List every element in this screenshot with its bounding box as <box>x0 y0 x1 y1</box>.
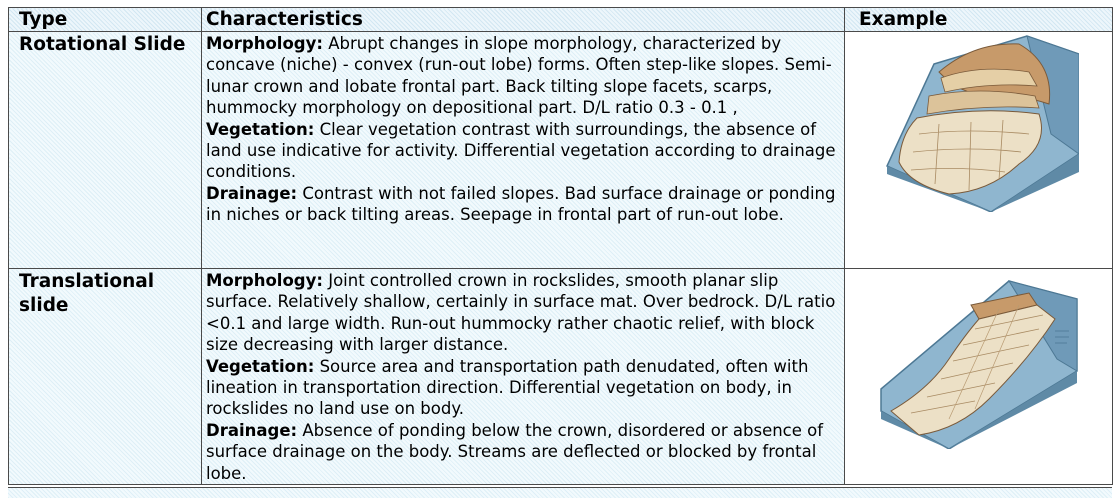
table-row <box>9 269 1113 485</box>
morphology-description: Abrupt changes in slope morphology, characterized by concave (niche) - convex (run-out lobe) forms. Often step-like slopes. Semi-lunar crown and lobate frontal part. Back tilting slope facets, scarps, hummocky morphology on depositional part. D/L ratio 0.3 - 0.1 , <box>206 34 832 118</box>
header-characteristics: Characteristics <box>202 8 845 32</box>
vegetation-label: Vegetation: <box>206 119 315 139</box>
vegetation-text <box>206 119 840 183</box>
next-row-partial <box>8 487 1112 498</box>
vegetation-label: Vegetation: <box>206 356 315 376</box>
header-example: Example <box>845 8 1113 32</box>
drainage-text <box>206 183 840 226</box>
drainage-description: Absence of ponding below the crown, disordered or absence of surface drainage on the body. Streams are deflected or blocked by frontal lobe. <box>206 420 824 483</box>
rotational-slide-diagram-icon <box>879 34 1079 212</box>
table-row <box>9 32 1113 269</box>
header-type: Type <box>9 8 202 32</box>
morphology-label: Morphology: <box>206 34 323 53</box>
table-header-row <box>9 8 1113 32</box>
type-cell: Rotational Slide <box>9 32 202 269</box>
translational-slide-diagram-icon <box>879 279 1079 449</box>
type-cell: Translational slide <box>9 269 202 485</box>
morphology-text <box>206 270 840 356</box>
drainage-label: Drainage: <box>206 420 298 440</box>
drainage-text <box>206 420 840 484</box>
morphology-description: Joint controlled crown in rockslides, smooth planar slip surface. Relatively shallow, certainly in surface mat. Over bedrock. D/L ratio <0.1 and large width. Run-out hummocky rather chaotic relief, with block size decreasing with larger distance. <box>206 271 836 355</box>
vegetation-text <box>206 356 840 420</box>
drainage-label: Drainage: <box>206 183 298 203</box>
vegetation-description: Clear vegetation contrast with surroundings, the absence of land use indicative for activity. Differential vegetation according to drainage conditions. <box>206 119 836 182</box>
morphology-label: Morphology: <box>206 271 323 290</box>
vegetation-description: Source area and transportation path denudated, often with lineation in transportation direction. Differential vegetation on body, in rockslides no land use on body. <box>206 356 809 419</box>
drainage-description: Contrast with not failed slopes. Bad surface drainage or ponding in niches or back tilting areas. Seepage in frontal part of run-out lobe. <box>206 183 836 225</box>
landslide-types-table <box>8 7 1113 485</box>
morphology-text <box>206 33 840 119</box>
characteristics-cell <box>202 32 845 269</box>
example-cell <box>845 269 1113 485</box>
example-cell <box>845 32 1113 269</box>
characteristics-cell <box>202 269 845 485</box>
